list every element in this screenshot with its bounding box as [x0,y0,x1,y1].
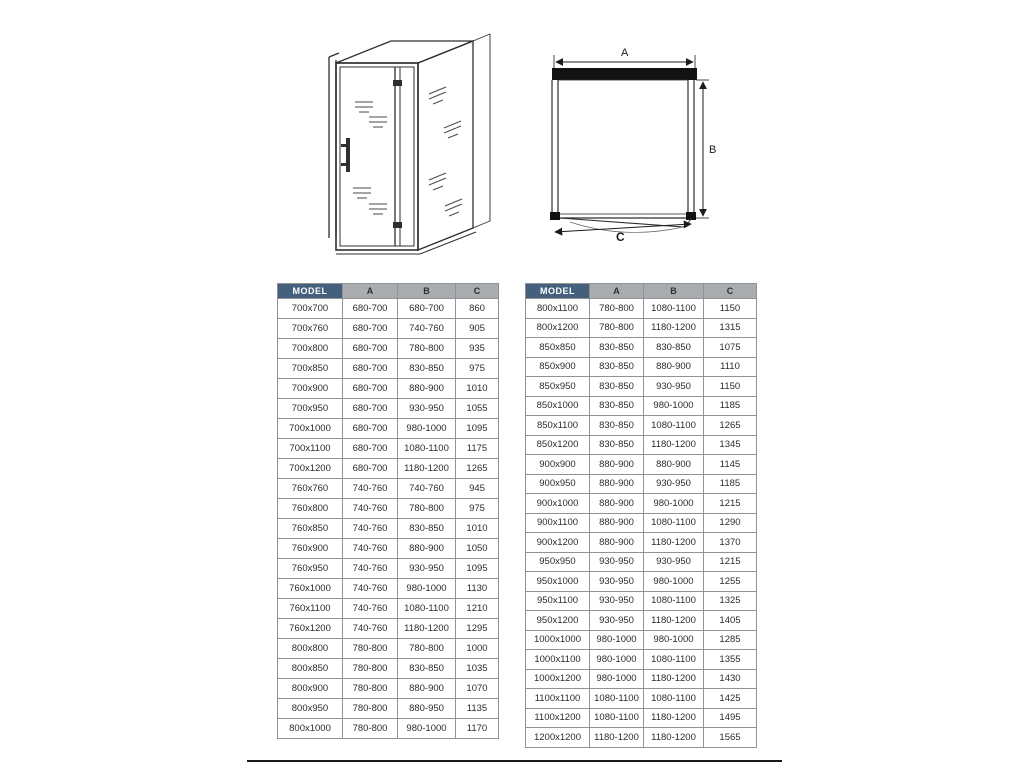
table-cell: 780-800 [398,499,456,519]
table-cell: 680-700 [343,399,398,419]
table-cell: 740-760 [343,539,398,559]
table-cell: 1355 [704,650,757,670]
header-a: A [343,284,398,299]
table-cell: 1185 [704,474,757,494]
table-cell: 1075 [704,338,757,358]
table-cell: 700x950 [278,399,343,419]
table-cell: 680-700 [398,299,456,319]
table-cell: 760x950 [278,559,343,579]
table-row [526,474,757,494]
header-b: B [644,284,704,299]
table-cell: 1170 [456,719,499,739]
table-cell: 830-850 [590,416,644,436]
shower-enclosure-drawing [243,18,523,270]
table-cell: 1180-1200 [644,669,704,689]
table-cell: 1430 [704,669,757,689]
table-cell: 830-850 [590,338,644,358]
table-cell: 1180-1200 [644,435,704,455]
table-cell: 950x1000 [526,572,590,592]
table-cell: 680-700 [343,439,398,459]
table-cell: 830-850 [590,435,644,455]
table-cell: 740-760 [343,519,398,539]
table-row [526,318,757,338]
table-cell: 930-950 [590,572,644,592]
dimension-a [554,47,695,68]
table-row [278,519,499,539]
table-cell: 880-950 [398,699,456,719]
table-cell: 740-760 [343,499,398,519]
table-cell: 1080-1100 [398,439,456,459]
table-cell: 780-800 [590,318,644,338]
table-cell: 1215 [704,494,757,514]
table-row [526,513,757,533]
dimension-c [555,224,691,244]
table-row [526,299,757,319]
table-cell: 980-1000 [398,719,456,739]
dimension-schematic [525,28,755,260]
table-cell: 1100x1100 [526,689,590,709]
table-cell: 780-800 [343,659,398,679]
top-rail [336,41,473,63]
table-cell: 760x1200 [278,619,343,639]
table-cell: 760x850 [278,519,343,539]
table-row [278,579,499,599]
table-row [278,459,499,479]
table-cell: 780-800 [343,719,398,739]
table-cell: 900x1200 [526,533,590,553]
table-cell: 1100x1200 [526,708,590,728]
table-cell: 1265 [456,459,499,479]
size-table-left-body [278,299,499,739]
header-c: C [456,284,499,299]
table-cell: 1210 [456,599,499,619]
table-cell: 830-850 [398,359,456,379]
header-model: MODEL [278,284,343,299]
size-table-right-body [526,299,757,748]
table-cell: 830-850 [398,519,456,539]
table-cell: 740-760 [343,599,398,619]
table-cell: 1000x1100 [526,650,590,670]
table-row [526,611,757,631]
table-cell: 800x950 [278,699,343,719]
table-cell: 830-850 [590,357,644,377]
table-cell: 740-760 [343,479,398,499]
table-cell: 700x800 [278,339,343,359]
table-cell: 780-800 [398,639,456,659]
table-cell: 740-760 [398,479,456,499]
table-cell: 1295 [456,619,499,639]
table-row [278,339,499,359]
table-cell: 1290 [704,513,757,533]
table-cell: 740-760 [343,559,398,579]
table-cell: 1080-1100 [644,650,704,670]
table-cell: 700x1100 [278,439,343,459]
table-cell: 1215 [704,552,757,572]
table-cell: 945 [456,479,499,499]
table-cell: 880-900 [590,474,644,494]
table-cell: 850x900 [526,357,590,377]
table-cell: 1255 [704,572,757,592]
table-cell: 1180-1200 [644,708,704,728]
table-cell: 1000x1000 [526,630,590,650]
dimension-b [696,80,716,218]
table-cell: 1055 [456,399,499,419]
table-cell: 930-950 [644,552,704,572]
table-cell: 980-1000 [398,419,456,439]
size-table-right [525,283,757,748]
table-cell: 800x850 [278,659,343,679]
table-cell: 850x1100 [526,416,590,436]
table-cell: 1010 [456,519,499,539]
table-cell: 980-1000 [644,494,704,514]
table-cell: 880-900 [590,455,644,475]
table-row [278,299,499,319]
table-cell: 850x950 [526,377,590,397]
table-cell: 980-1000 [398,579,456,599]
table-cell: 1000 [456,639,499,659]
table-row [278,559,499,579]
table-cell: 1150 [704,377,757,397]
table-cell: 1080-1100 [590,708,644,728]
table-cell: 1370 [704,533,757,553]
table-cell: 1180-1200 [398,459,456,479]
table-cell: 680-700 [343,379,398,399]
table-cell: 780-800 [398,339,456,359]
table-cell: 1095 [456,419,499,439]
table-row [278,539,499,559]
table-row [526,533,757,553]
table-cell: 780-800 [343,639,398,659]
table-cell: 980-1000 [644,630,704,650]
table-cell: 880-900 [398,539,456,559]
header-a: A [590,284,644,299]
table-row [278,619,499,639]
table-cell: 1180-1200 [644,533,704,553]
table-cell: 880-900 [590,513,644,533]
table-row [278,639,499,659]
table-cell: 1145 [704,455,757,475]
door-handle-icon [341,138,350,172]
table-cell: 950x950 [526,552,590,572]
table-cell: 880-900 [398,379,456,399]
table-cell: 1010 [456,379,499,399]
table-cell: 700x900 [278,379,343,399]
table-row [278,659,499,679]
table-row [278,419,499,439]
table-cell: 1345 [704,435,757,455]
header-b: B [398,284,456,299]
table-row [526,689,757,709]
table-row [526,494,757,514]
table-cell: 830-850 [644,338,704,358]
table-cell: 1110 [704,357,757,377]
table-cell: 680-700 [343,359,398,379]
table-cell: 1405 [704,611,757,631]
table-cell: 850x850 [526,338,590,358]
table-cell: 1095 [456,559,499,579]
table-cell: 930-950 [398,559,456,579]
table-cell: 760x1000 [278,579,343,599]
table-cell: 880-900 [590,494,644,514]
table-row [526,552,757,572]
table-cell: 700x760 [278,319,343,339]
table-cell: 980-1000 [644,396,704,416]
table-cell: 975 [456,499,499,519]
table-row [278,399,499,419]
glass-hatch-front [353,102,387,214]
table-cell: 930-950 [644,377,704,397]
table-cell: 800x800 [278,639,343,659]
table-row [526,572,757,592]
table-row [278,479,499,499]
table-cell: 1080-1100 [644,689,704,709]
table-cell: 1565 [704,728,757,748]
table-cell: 680-700 [343,459,398,479]
table-cell: 680-700 [343,319,398,339]
table-header-row [278,284,499,299]
back-wall-bar [552,68,697,80]
table-cell: 905 [456,319,499,339]
table-cell: 700x1200 [278,459,343,479]
table-cell: 850x1200 [526,435,590,455]
table-cell: 1080-1100 [644,591,704,611]
table-cell: 1180-1200 [644,728,704,748]
table-cell: 780-800 [343,699,398,719]
table-cell: 850x1000 [526,396,590,416]
table-row [526,669,757,689]
table-cell: 930-950 [644,474,704,494]
table-cell: 800x1200 [526,318,590,338]
table-cell: 880-900 [644,455,704,475]
table-cell: 930-950 [590,552,644,572]
table-row [526,591,757,611]
table-row [526,416,757,436]
table-cell: 1315 [704,318,757,338]
table-cell: 930-950 [590,611,644,631]
table-cell: 930-950 [590,591,644,611]
table-cell: 740-760 [398,319,456,339]
table-cell: 1325 [704,591,757,611]
table-cell: 780-800 [343,679,398,699]
back-wall [473,34,490,228]
table-row [526,728,757,748]
table-cell: 900x950 [526,474,590,494]
table-cell: 800x1000 [278,719,343,739]
table-cell: 1000x1200 [526,669,590,689]
table-cell: 760x900 [278,539,343,559]
table-cell: 980-1000 [590,669,644,689]
table-cell: 1180-1200 [644,611,704,631]
top-view-diagram [525,28,755,260]
table-row [526,708,757,728]
table-cell: 830-850 [590,377,644,397]
table-row [278,679,499,699]
table-cell: 740-760 [343,619,398,639]
table-cell: 760x760 [278,479,343,499]
table-cell: 800x900 [278,679,343,699]
table-cell: 880-900 [644,357,704,377]
dim-label-a: A [621,47,629,59]
table-cell: 1425 [704,689,757,709]
table-cell: 700x850 [278,359,343,379]
table-cell: 1050 [456,539,499,559]
table-row [526,435,757,455]
table-cell: 950x1100 [526,591,590,611]
table-cell: 760x1100 [278,599,343,619]
table-cell: 900x900 [526,455,590,475]
table-row [526,357,757,377]
table-cell: 900x1000 [526,494,590,514]
table-cell: 1080-1100 [398,599,456,619]
table-cell: 800x1100 [526,299,590,319]
table-cell: 900x1100 [526,513,590,533]
table-cell: 1180-1200 [644,318,704,338]
table-cell: 1265 [704,416,757,436]
table-row [526,338,757,358]
wall-profile [329,53,339,238]
dim-label-b: B [709,144,717,156]
table-cell: 680-700 [343,419,398,439]
table-cell: 1185 [704,396,757,416]
table-cell: 1175 [456,439,499,459]
table-cell: 680-700 [343,299,398,319]
table-cell: 780-800 [590,299,644,319]
table-cell: 1285 [704,630,757,650]
table-row [526,377,757,397]
table-row [526,650,757,670]
table-row [526,630,757,650]
side-profiles [552,80,694,218]
table-cell: 700x1000 [278,419,343,439]
table-cell: 1080-1100 [644,416,704,436]
table-cell: 1070 [456,679,499,699]
table-cell: 980-1000 [590,650,644,670]
table-cell: 1150 [704,299,757,319]
table-cell: 1035 [456,659,499,679]
table-cell: 1180-1200 [398,619,456,639]
header-c: C [704,284,757,299]
table-cell: 1180-1200 [590,728,644,748]
page-bottom-rule [247,760,782,762]
table-row [278,379,499,399]
table-cell: 980-1000 [590,630,644,650]
table-row [526,396,757,416]
table-cell: 1080-1100 [644,299,704,319]
glass-outline [558,80,688,214]
table-cell: 950x1200 [526,611,590,631]
glass-hatch-side [429,87,462,216]
table-cell: 740-760 [343,579,398,599]
table-cell: 1135 [456,699,499,719]
table-row [278,439,499,459]
table-cell: 830-850 [590,396,644,416]
table-row [526,455,757,475]
table-cell: 680-700 [343,339,398,359]
dim-label-c: C [616,230,625,244]
table-cell: 760x800 [278,499,343,519]
header-model: MODEL [526,284,590,299]
table-cell: 860 [456,299,499,319]
side-panel [418,41,473,250]
table-header-row [526,284,757,299]
table-cell: 935 [456,339,499,359]
table-row [278,499,499,519]
table-row [278,699,499,719]
perspective-diagram [243,18,523,270]
table-cell: 1200x1200 [526,728,590,748]
table-cell: 700x700 [278,299,343,319]
size-table-left [277,283,499,739]
table-row [278,319,499,339]
table-row [278,359,499,379]
table-cell: 1495 [704,708,757,728]
table-cell: 975 [456,359,499,379]
table-cell: 980-1000 [644,572,704,592]
table-cell: 830-850 [398,659,456,679]
table-cell: 1080-1100 [644,513,704,533]
table-row [278,599,499,619]
table-cell: 930-950 [398,399,456,419]
table-cell: 880-900 [590,533,644,553]
table-cell: 880-900 [398,679,456,699]
table-cell: 1130 [456,579,499,599]
table-row [278,719,499,739]
table-cell: 1080-1100 [590,689,644,709]
